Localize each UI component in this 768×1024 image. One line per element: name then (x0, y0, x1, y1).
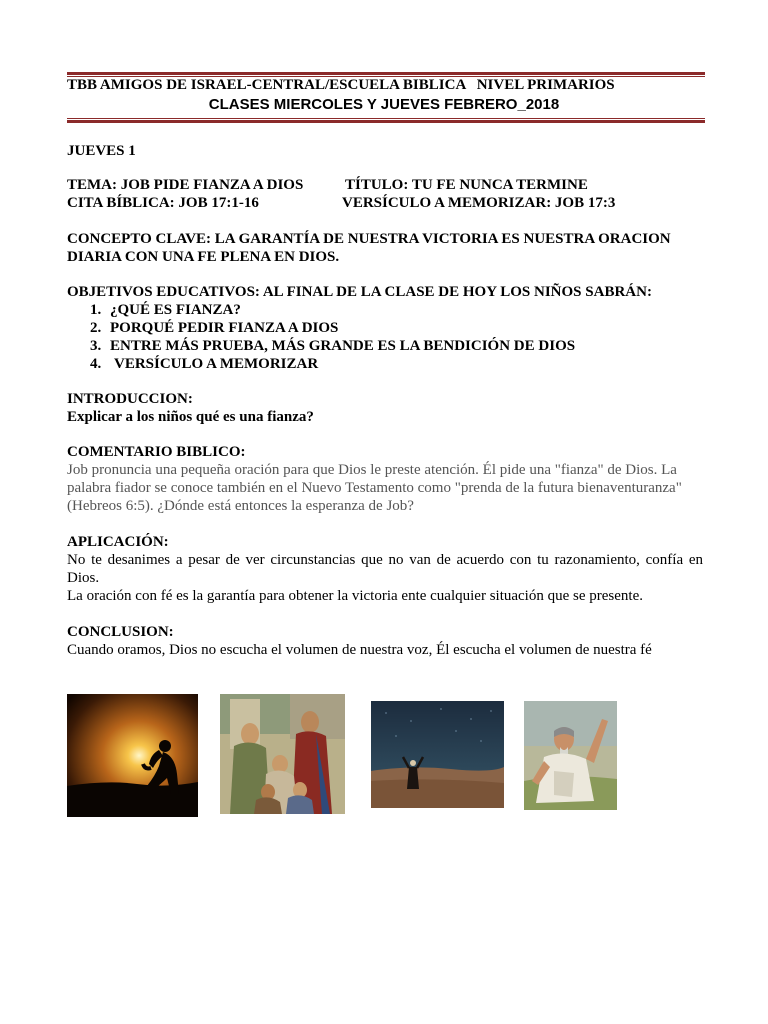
objetivo-number: 3. (90, 338, 102, 354)
objetivo-number: 4. (90, 356, 102, 372)
objetivos-heading: OBJETIVOS EDUCATIVOS: AL FINAL DE LA CLASE DE HOY LOS NIÑOS SABRÁN: (67, 284, 652, 300)
objetivo-text: PORQUÉ PEDIR FIANZA A DIOS (110, 320, 339, 336)
aplicacion-line: La oración con fé es la garantía para obtener la victoria ente cualquier situación que se presente. (67, 588, 643, 604)
night-prayer-image (371, 701, 504, 808)
job-raising-hand-image (524, 701, 617, 810)
comentario-line: palabra fiador se conoce también en el Nuevo Testamento como "prenda de la futura bienaventuranza" (67, 480, 682, 496)
header-school-line: TBB AMIGOS DE ISRAEL-CENTRAL/ESCUELA BIBLICA NIVEL PRIMARIOS (67, 77, 615, 93)
header-class-title: CLASES MIERCOLES Y JUEVES FEBRERO_2018 (208, 96, 560, 113)
introduccion-heading: INTRODUCCION: (67, 391, 193, 407)
aplicacion-line: Dios. (67, 570, 100, 586)
objetivo-number: 1. (90, 302, 102, 318)
objetivo-text: VERSÍCULO A MEMORIZAR (114, 356, 319, 372)
praying-silhouette-image (67, 694, 198, 817)
objetivo-item (90, 355, 318, 373)
titulo-label: TÍTULO: TU FE NUNCA TERMINE (345, 177, 588, 193)
versiculo-label: VERSÍCULO A MEMORIZAR: JOB 17:3 (342, 195, 616, 211)
comentario-line: (Hebreos 6:5). ¿Dónde está entonces la esperanza de Job? (67, 498, 414, 514)
aplicacion-heading: APLICACIÓN: (67, 534, 169, 550)
concepto-line-1: CONCEPTO CLAVE: LA GARANTÍA DE NUESTRA VICTORIA ES NUESTRA ORACION (67, 231, 671, 247)
introduccion-text: Explicar a los niños qué es una fianza? (67, 409, 314, 425)
comentario-line: Job pronuncia una pequeña oración para que Dios le preste atención. Él pide una "fianza" de Dios. La (67, 462, 677, 478)
conclusion-text: Cuando oramos, Dios no escucha el volumen de nuestra voz, Él escucha el volumen de nuestra fé (67, 642, 652, 658)
tema-label: TEMA: JOB PIDE FIANZA A DIOS (67, 177, 304, 193)
header-bottom-rule (67, 118, 705, 123)
objetivo-text: ¿QUÉ ES FIANZA? (110, 302, 241, 318)
cita-label: CITA BÍBLICA: JOB 17:1-16 (67, 195, 259, 211)
objetivo-item (90, 301, 241, 319)
objetivo-text: ENTRE MÁS PRUEBA, MÁS GRANDE ES LA BENDICIÓN DE DIOS (110, 338, 576, 354)
day-label: JUEVES 1 (67, 143, 136, 159)
concepto-line-2: DIARIA CON UNA FE PLENA EN DIOS. (67, 249, 340, 265)
aplicacion-line: No te desanimes a pesar de ver circunstancias que no van de acuerdo con tu razonamiento, confía en (67, 552, 703, 568)
objetivo-number: 2. (90, 320, 102, 336)
objetivo-item (90, 337, 575, 355)
biblical-figures-image (220, 694, 345, 814)
conclusion-heading: CONCLUSION: (67, 624, 174, 640)
objetivo-item (90, 319, 338, 337)
comentario-heading: COMENTARIO BIBLICO: (67, 444, 246, 460)
